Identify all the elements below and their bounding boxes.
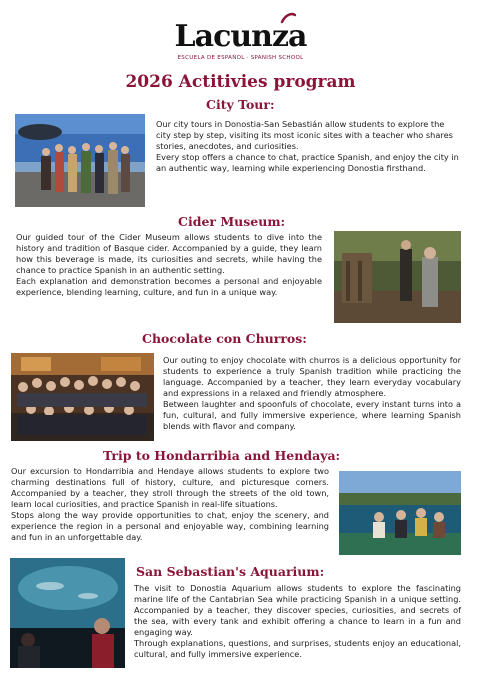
hondarribia-trip-text — [11, 466, 329, 543]
paragraph: Every stop offers a chance to chat, practice Spanish, and enjoy the city in an authentic way, learning while experiencing Donostia firsthand. — [156, 152, 459, 173]
paragraph: Stops along the way provide opportunities to chat, enjoy the scenery, and experience the region in a personal and enjoyable way, combining learning and fun in an unforgettable day. — [11, 510, 329, 542]
aquarium-photo — [10, 558, 125, 668]
page-title: 2026 Actitivies program — [125, 72, 356, 92]
chocolate-churros-photo — [11, 353, 154, 441]
section-heading-city-tour: City Tour: — [206, 97, 275, 112]
city-tour-text — [156, 119, 461, 174]
paragraph: Our guided tour of the Cider Museum allows students to dive into the history and tradition of Basque cider. Accompanied by a guide, they learn how this beverage is made, its curiosities and secrets, while having the chance to practice Spanish in an authentic setting. — [16, 232, 322, 275]
paragraph: Our city tours in Donostia-San Sebastián allow students to explore the city step by step, visiting its most iconic sites with a teacher who shares stories, anecdotes, and curiosities. — [156, 119, 453, 151]
paragraph: Our excursion to Hondarribia and Hendaye allows students to explore two charming destinations full of history, culture, and picturesque corners. Accompanied by a teacher, they stroll through the streets of the old town, learn local curiosities, and practice Spanish in real-life situations. — [11, 466, 329, 509]
section-heading-aquarium: San Sebastian's Aquarium: — [136, 564, 325, 579]
section-heading-chocolate-churros: Chocolate con Churros: — [142, 331, 307, 346]
paragraph: Our outing to enjoy chocolate with churros is a delicious opportunity for students to experience a truly Spanish tradition while practicing the language. Accompanied by a teacher, they learn everyday vocabulary and expressions in a relaxed and friendly atmosphere. — [163, 355, 461, 398]
city-tour-photo — [15, 114, 145, 207]
logo-subtitle: ESCUELA DE ESPAÑOL · SPANISH SCHOOL — [177, 55, 304, 61]
paragraph: The visit to Donostia Aquarium allows students to explore the fascinating marine life of the Cantabrian Sea while practicing Spanish in a unique setting. Accompanied by a teacher, they discover species, curiosities, and secrets of the sea, with every tank and exhibit offering a chance to learn in a fun and engaging way. — [134, 583, 461, 637]
chocolate-churros-text — [163, 355, 461, 432]
hondarribia-trip-photo — [339, 471, 461, 555]
cider-museum-photo — [334, 231, 461, 323]
paragraph: Between laughter and spoonfuls of chocolate, every instant turns into a fun, cultural, and fully immersive experience, where learning Spanish blends with flavor and company. — [163, 399, 461, 431]
cider-museum-text — [16, 232, 322, 298]
section-heading-hondarribia-trip: Trip to Hondarribia and Hendaya: — [103, 448, 341, 463]
section-heading-cider-museum: Cider Museum: — [178, 214, 286, 229]
paragraph: Through explanations, questions, and surprises, students enjoy an educational, cultural, and fully immersive experience. — [134, 638, 461, 659]
paragraph: Each explanation and demonstration becomes a personal and enjoyable experience, blending learning, culture, and fun in a unique way. — [16, 276, 322, 297]
logo — [0, 20, 481, 54]
logo-text: Lacunza — [174, 19, 307, 54]
aquarium-text — [134, 583, 461, 660]
